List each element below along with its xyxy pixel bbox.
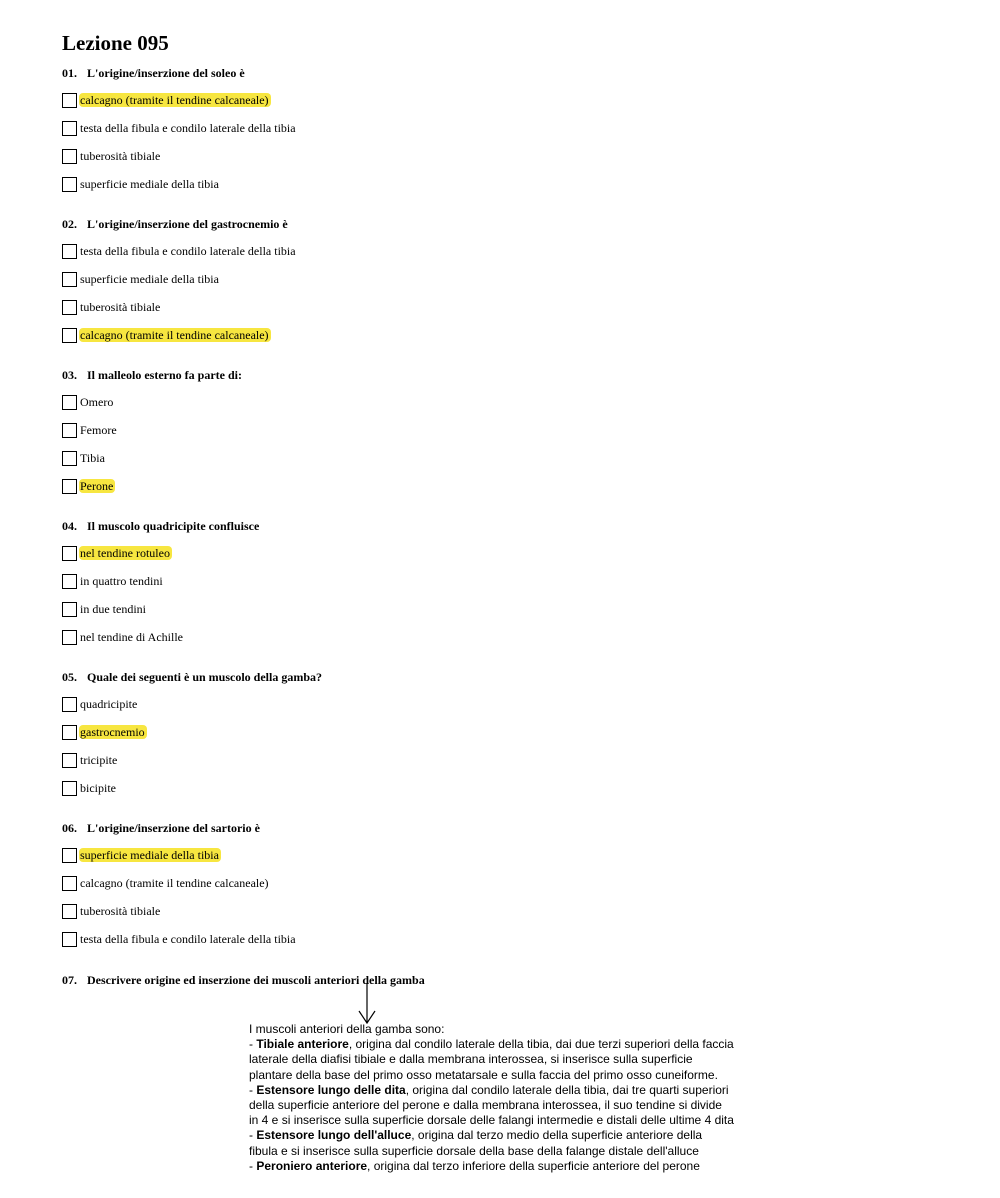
question-number: 01. — [62, 66, 77, 80]
question-number: 06. — [62, 821, 77, 835]
option-label: Femore — [80, 423, 117, 437]
option-label: nel tendine di Achille — [80, 630, 183, 644]
option-checkbox[interactable] — [62, 574, 77, 589]
option-checkbox[interactable] — [62, 932, 77, 947]
option-checkbox[interactable] — [62, 479, 77, 494]
answer-item-bullet: - — [249, 1158, 257, 1173]
option-checkbox[interactable] — [62, 876, 77, 891]
option-label: quadricipite — [80, 697, 138, 711]
option-checkbox[interactable] — [62, 93, 77, 108]
answer-intro: I muscoli anteriori della gamba sono: — [249, 1022, 445, 1036]
option-label: testa della fibula e condilo laterale della tibia — [80, 244, 296, 258]
option-label: tricipite — [80, 753, 118, 767]
option-checkbox[interactable] — [62, 177, 77, 192]
option-checkbox[interactable] — [62, 848, 77, 863]
question-label: L'origine/inserzione del gastrocnemio è — [87, 217, 288, 231]
option-label: superficie mediale della tibia — [80, 272, 219, 286]
question-number: 04. — [62, 519, 77, 533]
option-label: in due tendini — [80, 602, 146, 616]
option-checkbox[interactable] — [62, 328, 77, 343]
muscle-name: Tibiale anteriore — [256, 1037, 349, 1052]
muscle-name: Peroniero anteriore — [256, 1158, 368, 1173]
option-label: calcagno (tramite il tendine calcaneale) — [80, 876, 269, 890]
option-checkbox[interactable] — [62, 753, 77, 768]
question-text — [62, 368, 242, 382]
option-checkbox[interactable] — [62, 121, 77, 136]
option-label: in quattro tendini — [80, 574, 163, 588]
muscle-description: , origina dal terzo medio della superficie anteriore della fibula e si inserisce sulla superficie dorsale della base della falange distale dell'alluce — [249, 1128, 703, 1158]
option-label: tuberosità tibiale — [80, 300, 161, 314]
option-label: tuberosità tibiale — [80, 149, 161, 163]
muscle-description: , origina dal condilo laterale della tibia, dai tre quarti superiori della superficie anteriore del perone e dalla membrana interossea, il suo tendine si divide in 4 e si inserisce sulla superficie dorsale delle falangi intermedie e distali delle ultime 4 dita — [249, 1082, 734, 1128]
muscle-description: , origina dal condilo laterale della tibia, dai due terzi superiori della faccia laterale della diafisi tibiale e dalla membrana interossea, si inserisce sulla superficie plantare della base del primo osso metatarsale e sulla faccia del primo osso cuneiforme. — [249, 1037, 734, 1082]
question-text — [62, 670, 322, 684]
option-label-highlighted: superficie mediale della tibia — [80, 848, 219, 862]
option-label-highlighted: Perone — [80, 479, 114, 493]
option-label: testa della fibula e condilo laterale della tibia — [80, 121, 296, 135]
question-text — [62, 519, 259, 533]
page-title: Lezione 095 — [62, 31, 169, 55]
option-checkbox[interactable] — [62, 781, 77, 796]
answer-item — [249, 1083, 734, 1129]
question-label: Il malleolo esterno fa parte di: — [87, 368, 242, 382]
answer-items — [249, 1037, 734, 1174]
option-checkbox[interactable] — [62, 904, 77, 919]
option-checkbox[interactable] — [62, 244, 77, 259]
answer-item — [249, 1037, 734, 1083]
question-number: 05. — [62, 670, 77, 684]
option-label: Tibia — [80, 451, 105, 465]
muscle-name: Estensore lungo dell'alluce — [256, 1128, 412, 1143]
question-text — [62, 66, 245, 80]
option-checkbox[interactable] — [62, 300, 77, 315]
muscle-name: Estensore lungo delle dita — [256, 1082, 406, 1097]
option-label: bicipite — [80, 781, 116, 795]
question-label: L'origine/inserzione del soleo è — [87, 66, 245, 80]
question-label: L'origine/inserzione del sartorio è — [87, 821, 260, 835]
option-checkbox[interactable] — [62, 546, 77, 561]
option-label: Omero — [80, 395, 114, 409]
option-checkbox[interactable] — [62, 451, 77, 466]
question-text — [62, 217, 288, 231]
option-checkbox[interactable] — [62, 725, 77, 740]
option-label: superficie mediale della tibia — [80, 177, 219, 191]
option-label-highlighted: calcagno (tramite il tendine calcaneale) — [80, 328, 269, 342]
answer-item-bullet: - — [249, 1128, 257, 1143]
question-number: 03. — [62, 368, 77, 382]
answer-text — [249, 1022, 734, 1174]
option-checkbox[interactable] — [62, 149, 77, 164]
muscle-description: , origina dal terzo inferiore della superficie anteriore del perone — [367, 1158, 700, 1173]
answer-item — [249, 1159, 734, 1174]
option-checkbox[interactable] — [62, 272, 77, 287]
question-label: Quale dei seguenti è un muscolo della gamba? — [87, 670, 323, 684]
arrow-down-icon — [358, 983, 376, 1025]
option-label: testa della fibula e condilo laterale della tibia — [80, 932, 296, 946]
option-checkbox[interactable] — [62, 423, 77, 438]
question-label: Descrivere origine ed inserzione dei muscoli anteriori della gamba — [87, 973, 425, 987]
question-label: Il muscolo quadricipite confluisce — [87, 519, 260, 533]
option-checkbox[interactable] — [62, 395, 77, 410]
option-label-highlighted: calcagno (tramite il tendine calcaneale) — [80, 93, 269, 107]
option-label-highlighted: gastrocnemio — [80, 725, 145, 739]
option-label-highlighted: nel tendine rotuleo — [80, 546, 170, 560]
question-number: 02. — [62, 217, 77, 231]
option-checkbox[interactable] — [62, 697, 77, 712]
option-label: tuberosità tibiale — [80, 904, 161, 918]
answer-item — [249, 1128, 734, 1158]
answer-item-bullet: - — [249, 1082, 257, 1097]
question-number: 07. — [62, 973, 77, 987]
option-checkbox[interactable] — [62, 630, 77, 645]
question-text — [62, 821, 260, 835]
option-checkbox[interactable] — [62, 602, 77, 617]
answer-item-bullet: - — [249, 1037, 257, 1052]
